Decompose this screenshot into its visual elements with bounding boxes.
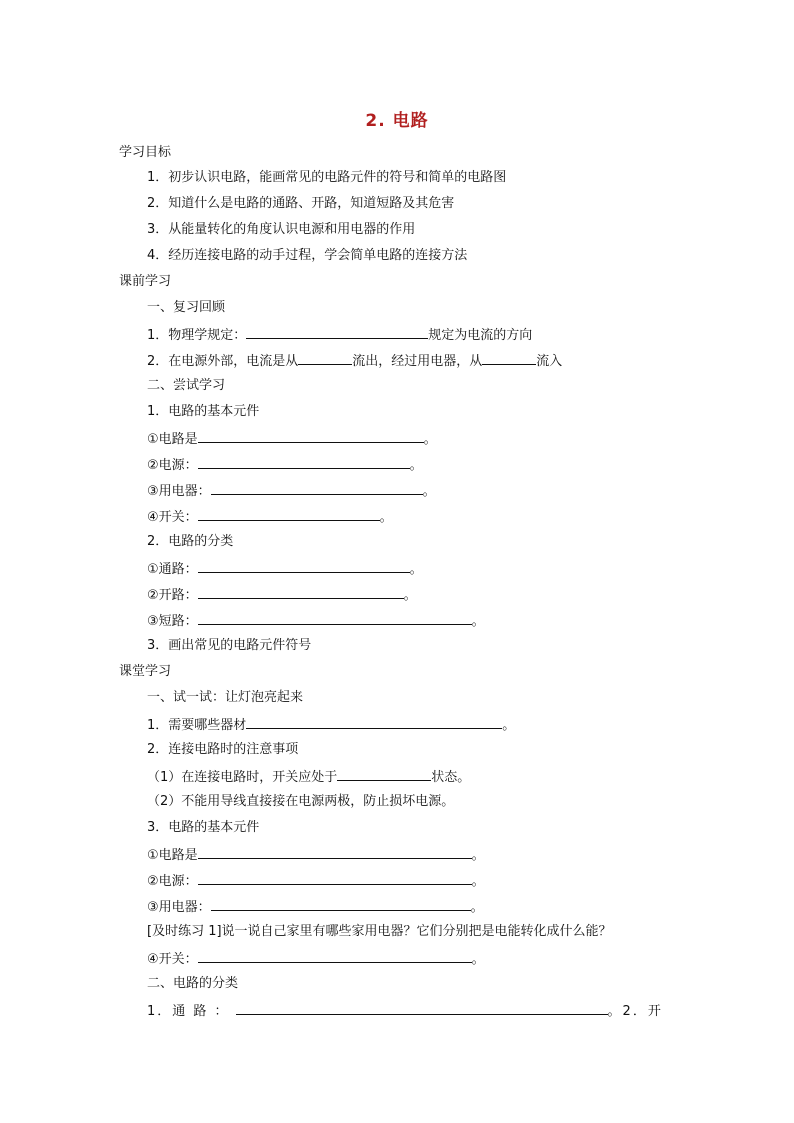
classify-label: 1．通 路 ： (147, 1004, 230, 1019)
note-1 (147, 766, 470, 788)
period: 。 (502, 718, 516, 733)
period: 。 (471, 874, 485, 889)
page-title: 2. 电路 (365, 111, 429, 131)
section-goals: 学习目标 (119, 145, 172, 160)
period: 。 (409, 458, 423, 473)
period: 。 (403, 588, 417, 603)
basic-label: ②电源： (147, 874, 198, 889)
answer-blank[interactable] (198, 584, 404, 599)
basic-item (147, 870, 485, 892)
answer-blank[interactable] (298, 350, 352, 365)
classify-next: 。2．开 (607, 1004, 663, 1019)
basic-label: ③用电器： (147, 484, 211, 499)
q2-text-end: 流入 (536, 354, 563, 369)
goal-item: 3．从能量转化的角度认识电源和用电器的作用 (147, 222, 416, 237)
draw-symbols: 3．画出常见的电路元件符号 (147, 638, 312, 653)
basic-item (147, 844, 485, 866)
q2-text-mid: 流出，经过用电器，从 (352, 354, 483, 369)
note1-text-end: 状态。 (431, 770, 471, 785)
need-item (147, 714, 515, 736)
q2-text: 2．在电源外部，电流是从 (147, 354, 299, 369)
answer-blank[interactable] (198, 948, 472, 963)
section-pre: 课前学习 (119, 274, 172, 289)
answer-blank[interactable] (198, 454, 410, 469)
note-heading: 2．连接电路时的注意事项 (147, 742, 299, 757)
basic-heading: 3．电路的基本元件 (147, 820, 260, 835)
period: 。 (471, 614, 485, 629)
basic-label: ③用电器： (147, 900, 211, 915)
answer-blank[interactable] (211, 896, 471, 911)
answer-blank[interactable] (198, 844, 472, 859)
basic-label: ④开关： (147, 510, 198, 525)
basic-item (147, 428, 437, 450)
need-label: 1．需要哪些器材 (147, 718, 247, 733)
answer-blank[interactable] (198, 870, 472, 885)
classify-item (147, 1000, 663, 1022)
answer-blank[interactable] (198, 428, 424, 443)
question-2 (147, 350, 562, 372)
period: 。 (379, 510, 393, 525)
classify-item (147, 610, 485, 632)
try-heading: 二、尝试学习 (147, 378, 226, 393)
try-heading: 一、试一试：让灯泡亮起来 (147, 690, 304, 705)
period: 。 (409, 562, 423, 577)
period: 。 (471, 848, 485, 863)
note1-text: （1）在连接电路时，开关应处于 (147, 770, 338, 785)
answer-blank[interactable] (246, 714, 502, 729)
classify-item (147, 584, 417, 606)
basic-item (147, 896, 484, 918)
section-class: 课堂学习 (119, 664, 172, 679)
classify-label: ③短路： (147, 614, 198, 629)
answer-blank[interactable] (198, 558, 410, 573)
period: 。 (423, 432, 437, 447)
period: 。 (470, 900, 484, 915)
answer-blank[interactable] (198, 506, 380, 521)
answer-blank[interactable] (198, 610, 472, 625)
classify-label: ①通路： (147, 562, 198, 577)
q1-text-end: 规定为电流的方向 (428, 328, 533, 343)
answer-blank[interactable] (246, 324, 428, 339)
classify-heading: 2．电路的分类 (147, 534, 234, 549)
basic-label: ①电路是 (147, 432, 198, 447)
period: 。 (471, 952, 485, 967)
classify-item (147, 558, 423, 580)
switch-item (147, 948, 485, 970)
basic-item (147, 454, 423, 476)
answer-blank[interactable] (211, 480, 423, 495)
basic-label: ②电源： (147, 458, 198, 473)
basic-item (147, 506, 393, 528)
answer-blank[interactable] (337, 766, 431, 781)
q1-text: 1．物理学规定： (147, 328, 247, 343)
answer-blank[interactable] (236, 1000, 608, 1015)
switch-label: ④开关： (147, 952, 198, 967)
practice-question: [及时练习 1]说一说自己家里有哪些家用电器？它们分别把是电能转化成什么能？ (147, 924, 612, 939)
answer-blank[interactable] (482, 350, 536, 365)
basic-label: ①电路是 (147, 848, 198, 863)
goal-item: 4．经历连接电路的动手过程，学会简单电路的连接方法 (147, 248, 468, 263)
question-1 (147, 324, 532, 346)
classify-heading: 二、电路的分类 (147, 976, 239, 991)
basic-item (147, 480, 436, 502)
review-heading: 一、复习回顾 (147, 300, 226, 315)
period: 。 (422, 484, 436, 499)
goal-item: 1．初步认识电路，能画常见的电路元件的符号和简单的电路图 (147, 170, 507, 185)
goal-item: 2．知道什么是电路的通路、开路，知道短路及其危害 (147, 196, 455, 211)
classify-label: ②开路： (147, 588, 198, 603)
basic-heading: 1．电路的基本元件 (147, 404, 260, 419)
note-2: （2）不能用导线直接接在电源两极，防止损坏电源。 (147, 794, 455, 809)
